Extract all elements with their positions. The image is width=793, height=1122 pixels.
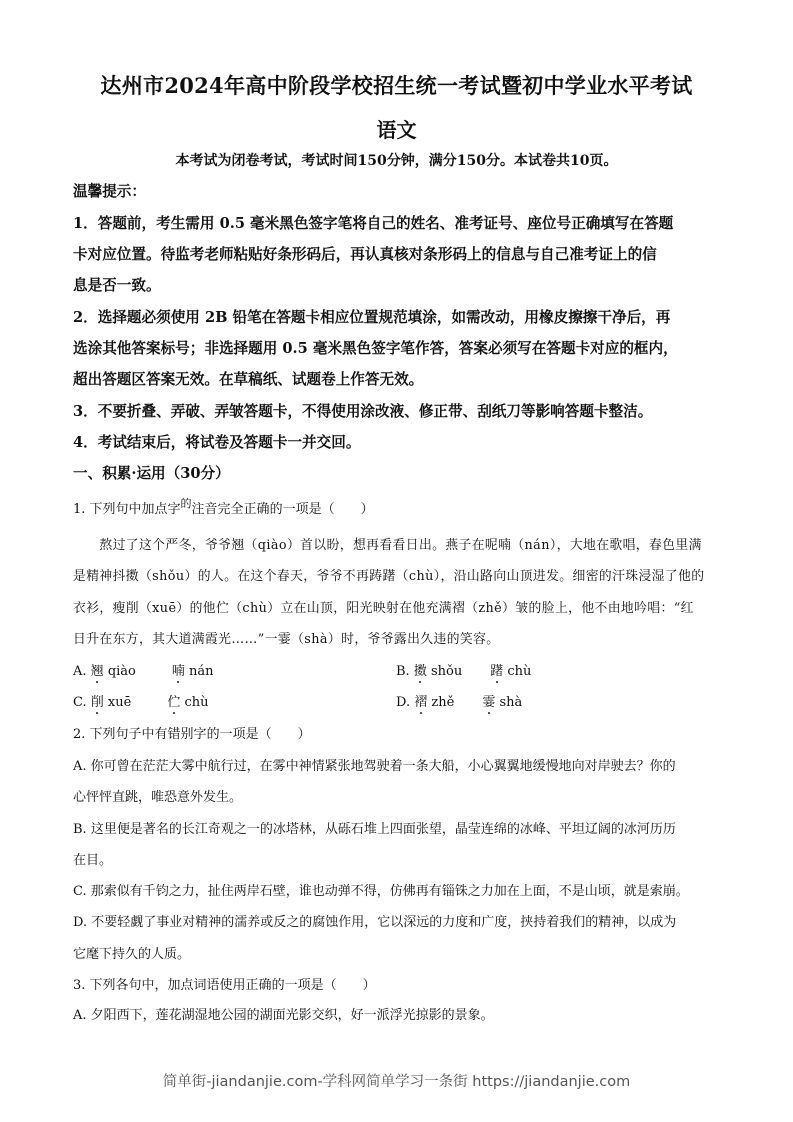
passage-line: 日升在东方，其大道满霞光……”一霎（shà）时，爷爷露出久违的笑容。 [73, 632, 500, 647]
option-c: C. 削 xuē 伫 chù [73, 695, 209, 710]
option-a: A. 翘 qiào 喃 nán [73, 664, 214, 679]
dotted-emphasis: 有错别字 [154, 727, 207, 742]
passage-line: 熬过了这个严冬，爷爷翘（qiào）首以盼，想再看看日出。燕子在呢喃（nán），大地在歌唱，春色里满 [73, 538, 702, 553]
exam-info: 本考试为闭卷考试，考试时间150分钟，满分150分。本试卷共10页。 [175, 153, 618, 169]
dotted-emphasis: 注音完全正确 [191, 502, 270, 517]
stem-text: 的一项是（ ） [206, 727, 311, 742]
section-heading: 一、积累·运用（30分） [73, 465, 230, 482]
notice-heading: 温馨提示： [73, 183, 146, 200]
option-d-line: D. 不要轻觑了事业对精神的濡养或反之的腐蚀作用，它以深远的力度和广度，挟持着我们的精神，以成为 [73, 915, 677, 930]
notice-line: 2．选择题必须使用 2B 铅笔在答题卡相应位置规范填涂，如需改动，用橡皮擦擦干净后，再 [73, 309, 671, 326]
option-b-line: B. 这里便是著名的长江奇观之一的冰塔林，从砾石堆上四面张望，晶莹连绵的冰峰、平坦辽阔的冰河历历 [73, 822, 676, 837]
dotted-emphasis: 浮光掠影 [389, 1008, 442, 1023]
watermark-footer: 简单街-jiandanjie.com-学科网简单学习一条街 https://jiandanjie.com [162, 1074, 631, 1090]
option-b-line: 在目。 [73, 853, 113, 868]
exam-title: 达州市2024年高中阶段学校招生统一考试暨初中学业水平考试 [100, 73, 693, 98]
option-a-line: A. 你可曾在茫茫大雾中航行过，在雾中神情紧张地驾驶着一条大船，小心翼翼地缓慢地向对岸驶去？你的 [73, 759, 676, 774]
option-c-line: C. 那索似有千钧之力，扯住两岸石壁，谁也动弹不得，仿佛再有锱铢之力加在上面，不是山顷，就是索崩。 [73, 884, 689, 899]
notice-line: 1．答题前，考生需用 0.5 毫米黑色签字笔将自己的姓名、准考证号、座位号正确填写在答题 [73, 215, 674, 232]
notice-line: 选涂其他答案标号；非选择题用 0.5 毫米黑色签字笔作答，答案必须写在答题卡对应的框内， [73, 340, 678, 357]
question-2-stem [73, 723, 723, 742]
notice-line: 3．不要折叠、弄破、弄皱答题卡，不得使用涂改液、修正带、刮纸刀等影响答题卡整洁。 [73, 403, 653, 420]
notice-line: 4．考试结束后，将试卷及答题卡一并交回。 [73, 434, 361, 451]
notice-line: 息是否一致。 [73, 277, 161, 294]
option-b: B. 擞 shǒu 躇 chù [396, 664, 532, 679]
dotted-emphasis: 使用正确 [219, 978, 272, 993]
question-1-stem [73, 498, 723, 517]
stem-text: 1. 下列句中加点字 [73, 502, 181, 517]
stem-text: 的一项是（ ） [271, 978, 376, 993]
option-text: A. 夕阳西下，莲花湖湿地公园的湖面光影交织，好一派 [73, 1008, 390, 1023]
option-text: 的景象。 [441, 1008, 494, 1023]
option-a-line [73, 1004, 723, 1023]
stem-text: 3. 下列各句中，加点词语 [73, 978, 220, 993]
question-3-stem [73, 974, 723, 993]
passage-line: 衣衫，瘦削（xuē）的他伫（chù）立在山顶，阳光映射在他充满褶（zhě）皱的脸上，他不由地吟唱：“红 [73, 601, 694, 616]
option-d-line: 它麾下持久的人质。 [73, 947, 191, 962]
subject-title: 语文 [376, 118, 417, 142]
stem-text: 的一项是（ ） [269, 502, 374, 517]
option-d: D. 褶 zhě 霎 shà [396, 695, 523, 710]
stem-superscript: 的 [180, 497, 192, 510]
passage-line: 是精神抖擞（shǒu）的人。在这个春天，爷爷不再踌躇（chù），沿山路向山顶进发。细密的汗珠浸湿了他的 [73, 569, 705, 584]
stem-text: 2. 下列句子中 [73, 727, 155, 742]
notice-line: 卡对应位置。待监考老师粘贴好条形码后，再认真核对条形码上的信息与自己准考证上的信 [73, 246, 657, 263]
notice-line: 超出答题区答案无效。在草稿纸、试题卷上作答无效。 [73, 371, 424, 388]
option-a-line: 心怦怦直跳，唯恐意外发生。 [73, 790, 243, 805]
